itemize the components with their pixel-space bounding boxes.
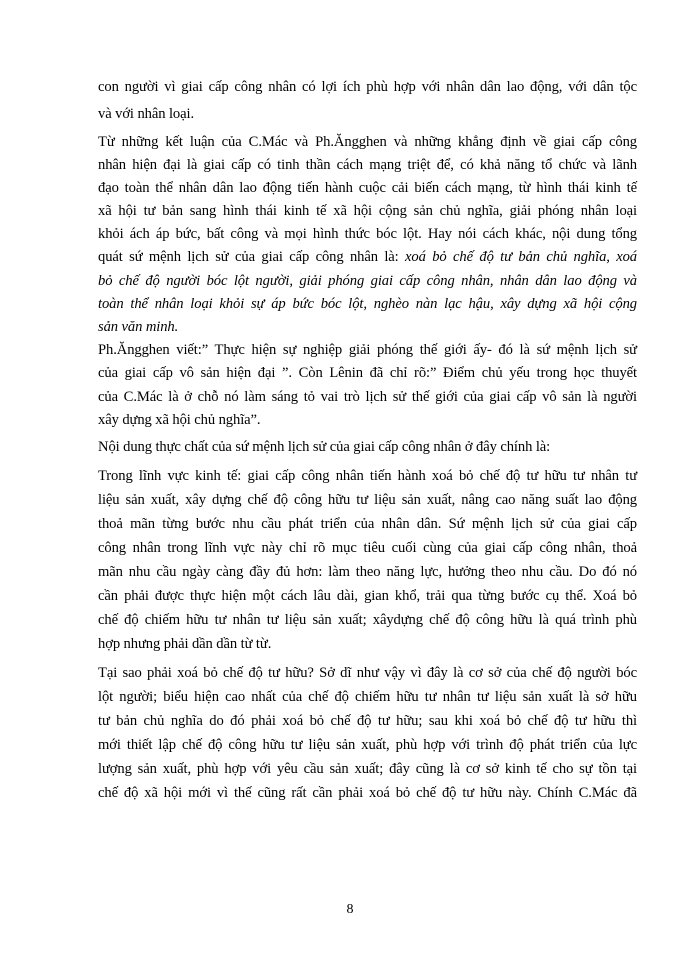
text-line-content: mãn nhu cầu ngày càng đầy đủ hơn: làm theo năng lực, hưởng theo nhu cầu. Do đó nó [98, 564, 637, 580]
text-line-content: nhân hiện đại là giai cấp có tinh thần cách mạng triệt để, có khả năng tổ chức và lãnh [98, 157, 637, 173]
text-line [98, 633, 637, 655]
text-line-italic-tail: xoá bỏ chế độ tư bản chủ nghĩa, xoá [405, 249, 638, 265]
text-line-content: Trong lĩnh vực kinh tế: giai cấp công nhân tiến hành xoá bỏ chế độ tư hữu tư nhân tư [98, 468, 637, 484]
text-line-content: quát sứ mệnh lịch sử của giai cấp công nhân là: [98, 249, 406, 265]
text-line-content: con người vì giai cấp công nhân có lợi ích phù hợp với nhân dân lao động, với dân tộc [98, 79, 637, 95]
text-line-content: cần phải được thực hiện một cách lâu dài, gian khổ, trải qua từng bước cụ thể. Xoá bỏ [98, 588, 637, 604]
text-line-content: công nhân trong lĩnh vực này chỉ rõ mục tiêu cuối cùng của giai cấp công nhân, thoả [98, 540, 637, 556]
text-line-content: lượng sản xuất, phù hợp với yêu cầu sản xuất; đây cũng là cơ sở kinh tế cho sự tồn tại [98, 761, 637, 777]
text-line [98, 409, 637, 431]
text-line [98, 177, 637, 199]
text-line [98, 758, 637, 780]
text-line-content: Tại sao phải xoá bỏ chế độ tư hữu? Sở dĩ như vậy vì đây là cơ sở của chế độ người bóc [98, 665, 637, 681]
text-line [98, 200, 637, 222]
text-line-content: chế độ xã hội mới vì thế cũng rất cần phải xoá bỏ chế độ tư hữu này. Chính C.Mác đã [98, 785, 637, 801]
text-line-content: xã hội tư bản sang hình thái kinh tế xã hội cộng sản chủ nghĩa, giải phóng nhân loại [98, 203, 637, 219]
text-line [98, 734, 637, 756]
text-line [98, 710, 637, 732]
text-line [98, 339, 637, 361]
text-line [98, 537, 637, 559]
text-line-content: tư bản chủ nghĩa do đó phải xoá bỏ chế độ tư hữu; sau khi xoá bỏ chế độ tư hữu thì [98, 713, 637, 729]
text-line-content: khỏi ách áp bức, bất công và mọi hình thức bóc lột. Hay nói cách khác, nội dung tổng [98, 226, 637, 242]
text-line [98, 293, 637, 315]
text-line-content: liệu sản xuất, xây dựng chế độ công hữu tư liệu sản xuất, nâng cao năng suất lao động [98, 492, 637, 508]
text-line-content: Từ những kết luận của C.Mác và Ph.Ăngghen và những khẳng định về giai cấp công [98, 134, 637, 150]
text-line-content: Ph.Ăngghen viết:” Thực hiện sự nghiệp giải phóng thế giới ấy- đó là sứ mệnh lịch sử [98, 342, 637, 358]
text-line [98, 131, 637, 153]
text-line [98, 662, 637, 684]
text-line-content: của C.Mác là ở chỗ nó làm sáng tỏ vai trò lịch sử thế giới của giai cấp vô sản là người [98, 389, 637, 405]
text-line [98, 561, 637, 583]
text-line [98, 585, 637, 607]
text-line-content: của giai cấp vô sản hiện đại ”. Còn Lênin đã chỉ rõ:” Điểm chủ yếu trong học thuyết [98, 365, 637, 381]
text-line [98, 436, 637, 458]
text-line [98, 362, 637, 384]
text-line-content: sản văn minh. [98, 319, 179, 335]
text-line-content: Nội dung thực chất của sứ mệnh lịch sử của giai cấp công nhân ở đây chính là: [98, 439, 551, 455]
text-line-content: đạo toàn thể nhân dân lao động tiến hành cuộc cải biến cách mạng, từ hình thái kinh tế [98, 180, 637, 196]
text-line [98, 386, 637, 408]
text-line [98, 782, 637, 804]
text-line [98, 76, 637, 98]
text-line-content: hợp nhưng phải dần dần từ từ. [98, 636, 272, 652]
text-line [98, 513, 637, 535]
text-line [98, 246, 637, 268]
text-line-content: và với nhân loại. [98, 106, 194, 122]
text-line [98, 103, 637, 125]
text-line [98, 316, 637, 338]
text-line-content: chế độ chiếm hữu tư nhân tư liệu sản xuất; xâydựng chế độ công hữu là quá trình phù [98, 612, 637, 628]
text-line-content: mới thiết lập chế độ công hữu tư liệu sản xuất, phù hợp với trình độ phát triển của lực [98, 737, 637, 753]
page-number: 8 [346, 902, 354, 917]
text-line-content: toàn thể nhân loại khỏi sự áp bức bóc lột, nghèo nàn lạc hậu, xây dựng xã hội cộng [98, 296, 637, 312]
text-line [98, 154, 637, 176]
text-line [98, 686, 637, 708]
text-line-content: thoả mãn từng bước nhu cầu phát triển của nhân dân. Sứ mệnh lịch sử của giai cấp [98, 516, 637, 532]
text-line [98, 489, 637, 511]
text-line-content: bỏ chế độ người bóc lột người, giải phóng giai cấp công nhân, nhân dân lao động và [98, 273, 637, 289]
text-line [98, 223, 637, 245]
text-line-content: xây dựng xã hội chủ nghĩa”. [98, 412, 261, 428]
text-line [98, 465, 637, 487]
text-line [98, 609, 637, 631]
text-line [98, 270, 637, 292]
text-line-content: lột người; biểu hiện cao nhất của chế độ chiếm hữu tư nhân tư liệu sản xuất là sở hữu [98, 689, 637, 705]
